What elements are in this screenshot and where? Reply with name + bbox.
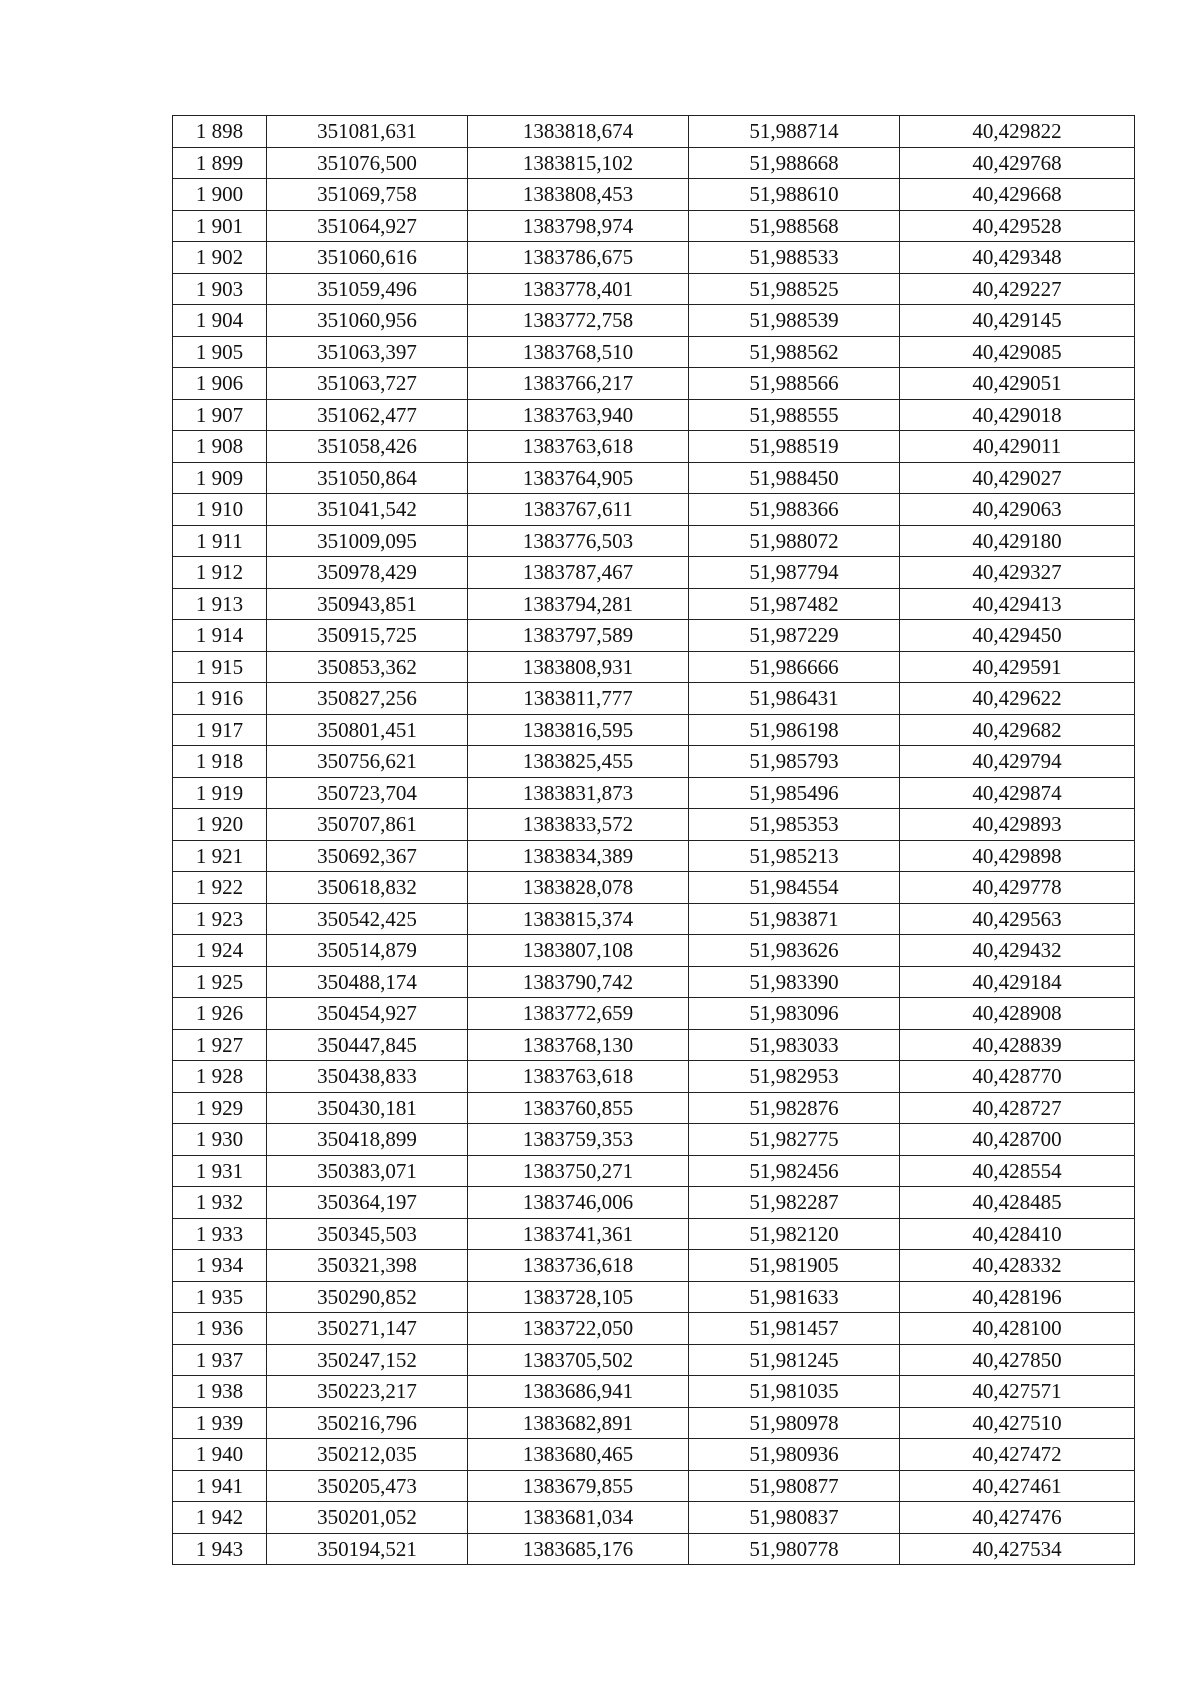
table-row	[173, 935, 1135, 967]
y-coordinate-cell: 1383763,618	[468, 1061, 689, 1093]
latitude-cell: 51,980978	[689, 1407, 900, 1439]
x-coordinate-cell: 350345,503	[267, 1218, 468, 1250]
table-row	[173, 903, 1135, 935]
table-row	[173, 525, 1135, 557]
point-number-cell: 1 910	[173, 494, 267, 526]
point-number-cell: 1 926	[173, 998, 267, 1030]
longitude-cell: 40,427461	[900, 1470, 1135, 1502]
longitude-cell: 40,428332	[900, 1250, 1135, 1282]
latitude-cell: 51,988525	[689, 273, 900, 305]
table-row	[173, 1250, 1135, 1282]
longitude-cell: 40,429768	[900, 147, 1135, 179]
x-coordinate-cell: 350707,861	[267, 809, 468, 841]
longitude-cell: 40,428839	[900, 1029, 1135, 1061]
latitude-cell: 51,982287	[689, 1187, 900, 1219]
latitude-cell: 51,982120	[689, 1218, 900, 1250]
latitude-cell: 51,980877	[689, 1470, 900, 1502]
table-row	[173, 777, 1135, 809]
latitude-cell: 51,982953	[689, 1061, 900, 1093]
y-coordinate-cell: 1383722,050	[468, 1313, 689, 1345]
latitude-cell: 51,983871	[689, 903, 900, 935]
latitude-cell: 51,987482	[689, 588, 900, 620]
longitude-cell: 40,429180	[900, 525, 1135, 557]
point-number-cell: 1 931	[173, 1155, 267, 1187]
y-coordinate-cell: 1383778,401	[468, 273, 689, 305]
latitude-cell: 51,985353	[689, 809, 900, 841]
longitude-cell: 40,428485	[900, 1187, 1135, 1219]
latitude-cell: 51,988566	[689, 368, 900, 400]
table-row	[173, 1470, 1135, 1502]
latitude-cell: 51,980837	[689, 1502, 900, 1534]
table-row	[173, 966, 1135, 998]
longitude-cell: 40,429413	[900, 588, 1135, 620]
latitude-cell: 51,980936	[689, 1439, 900, 1471]
longitude-cell: 40,429874	[900, 777, 1135, 809]
point-number-cell: 1 916	[173, 683, 267, 715]
x-coordinate-cell: 350247,152	[267, 1344, 468, 1376]
point-number-cell: 1 913	[173, 588, 267, 620]
point-number-cell: 1 925	[173, 966, 267, 998]
latitude-cell: 51,988539	[689, 305, 900, 337]
x-coordinate-cell: 350756,621	[267, 746, 468, 778]
latitude-cell: 51,988555	[689, 399, 900, 431]
point-number-cell: 1 919	[173, 777, 267, 809]
latitude-cell: 51,988562	[689, 336, 900, 368]
table-row	[173, 210, 1135, 242]
x-coordinate-cell: 351081,631	[267, 116, 468, 148]
point-number-cell: 1 939	[173, 1407, 267, 1439]
latitude-cell: 51,983390	[689, 966, 900, 998]
point-number-cell: 1 906	[173, 368, 267, 400]
x-coordinate-cell: 350853,362	[267, 651, 468, 683]
table-row	[173, 714, 1135, 746]
y-coordinate-cell: 1383815,374	[468, 903, 689, 935]
latitude-cell: 51,983096	[689, 998, 900, 1030]
longitude-cell: 40,429778	[900, 872, 1135, 904]
x-coordinate-cell: 350978,429	[267, 557, 468, 589]
table-row	[173, 494, 1135, 526]
x-coordinate-cell: 350216,796	[267, 1407, 468, 1439]
longitude-cell: 40,429450	[900, 620, 1135, 652]
point-number-cell: 1 930	[173, 1124, 267, 1156]
y-coordinate-cell: 1383808,931	[468, 651, 689, 683]
x-coordinate-cell: 350212,035	[267, 1439, 468, 1471]
longitude-cell: 40,429432	[900, 935, 1135, 967]
longitude-cell: 40,428554	[900, 1155, 1135, 1187]
point-number-cell: 1 923	[173, 903, 267, 935]
latitude-cell: 51,981035	[689, 1376, 900, 1408]
longitude-cell: 40,429563	[900, 903, 1135, 935]
longitude-cell: 40,429011	[900, 431, 1135, 463]
table-row	[173, 1533, 1135, 1565]
table-row	[173, 179, 1135, 211]
y-coordinate-cell: 1383794,281	[468, 588, 689, 620]
point-number-cell: 1 921	[173, 840, 267, 872]
x-coordinate-cell: 350915,725	[267, 620, 468, 652]
latitude-cell: 51,988450	[689, 462, 900, 494]
table-row	[173, 336, 1135, 368]
x-coordinate-cell: 350290,852	[267, 1281, 468, 1313]
y-coordinate-cell: 1383760,855	[468, 1092, 689, 1124]
y-coordinate-cell: 1383763,940	[468, 399, 689, 431]
x-coordinate-cell: 350383,071	[267, 1155, 468, 1187]
y-coordinate-cell: 1383764,905	[468, 462, 689, 494]
latitude-cell: 51,986198	[689, 714, 900, 746]
x-coordinate-cell: 350618,832	[267, 872, 468, 904]
x-coordinate-cell: 351062,477	[267, 399, 468, 431]
longitude-cell: 40,429348	[900, 242, 1135, 274]
latitude-cell: 51,987229	[689, 620, 900, 652]
latitude-cell: 51,983033	[689, 1029, 900, 1061]
latitude-cell: 51,988519	[689, 431, 900, 463]
x-coordinate-cell: 351064,927	[267, 210, 468, 242]
point-number-cell: 1 898	[173, 116, 267, 148]
table-row	[173, 399, 1135, 431]
x-coordinate-cell: 351069,758	[267, 179, 468, 211]
table-row	[173, 1061, 1135, 1093]
longitude-cell: 40,427850	[900, 1344, 1135, 1376]
y-coordinate-cell: 1383834,389	[468, 840, 689, 872]
y-coordinate-cell: 1383833,572	[468, 809, 689, 841]
y-coordinate-cell: 1383818,674	[468, 116, 689, 148]
point-number-cell: 1 902	[173, 242, 267, 274]
point-number-cell: 1 933	[173, 1218, 267, 1250]
coordinates-table-body	[173, 116, 1135, 1565]
point-number-cell: 1 901	[173, 210, 267, 242]
latitude-cell: 51,988366	[689, 494, 900, 526]
longitude-cell: 40,427476	[900, 1502, 1135, 1534]
latitude-cell: 51,980778	[689, 1533, 900, 1565]
longitude-cell: 40,429682	[900, 714, 1135, 746]
y-coordinate-cell: 1383686,941	[468, 1376, 689, 1408]
latitude-cell: 51,986666	[689, 651, 900, 683]
y-coordinate-cell: 1383811,777	[468, 683, 689, 715]
point-number-cell: 1 934	[173, 1250, 267, 1282]
table-row	[173, 1155, 1135, 1187]
y-coordinate-cell: 1383798,974	[468, 210, 689, 242]
y-coordinate-cell: 1383728,105	[468, 1281, 689, 1313]
longitude-cell: 40,428908	[900, 998, 1135, 1030]
longitude-cell: 40,428700	[900, 1124, 1135, 1156]
latitude-cell: 51,988610	[689, 179, 900, 211]
y-coordinate-cell: 1383705,502	[468, 1344, 689, 1376]
table-row	[173, 368, 1135, 400]
y-coordinate-cell: 1383772,758	[468, 305, 689, 337]
point-number-cell: 1 912	[173, 557, 267, 589]
latitude-cell: 51,981633	[689, 1281, 900, 1313]
table-row	[173, 557, 1135, 589]
longitude-cell: 40,429622	[900, 683, 1135, 715]
longitude-cell: 40,429027	[900, 462, 1135, 494]
table-row	[173, 1502, 1135, 1534]
longitude-cell: 40,429893	[900, 809, 1135, 841]
x-coordinate-cell: 350723,704	[267, 777, 468, 809]
point-number-cell: 1 941	[173, 1470, 267, 1502]
longitude-cell: 40,428727	[900, 1092, 1135, 1124]
table-row	[173, 1187, 1135, 1219]
longitude-cell: 40,428100	[900, 1313, 1135, 1345]
x-coordinate-cell: 350488,174	[267, 966, 468, 998]
y-coordinate-cell: 1383828,078	[468, 872, 689, 904]
x-coordinate-cell: 350542,425	[267, 903, 468, 935]
y-coordinate-cell: 1383831,873	[468, 777, 689, 809]
y-coordinate-cell: 1383790,742	[468, 966, 689, 998]
longitude-cell: 40,428410	[900, 1218, 1135, 1250]
table-row	[173, 1029, 1135, 1061]
x-coordinate-cell: 350205,473	[267, 1470, 468, 1502]
point-number-cell: 1 900	[173, 179, 267, 211]
latitude-cell: 51,982775	[689, 1124, 900, 1156]
table-row	[173, 1124, 1135, 1156]
table-row	[173, 431, 1135, 463]
longitude-cell: 40,429528	[900, 210, 1135, 242]
x-coordinate-cell: 350827,256	[267, 683, 468, 715]
table-row	[173, 998, 1135, 1030]
y-coordinate-cell: 1383750,271	[468, 1155, 689, 1187]
point-number-cell: 1 903	[173, 273, 267, 305]
latitude-cell: 51,985793	[689, 746, 900, 778]
x-coordinate-cell: 350418,899	[267, 1124, 468, 1156]
point-number-cell: 1 908	[173, 431, 267, 463]
x-coordinate-cell: 350438,833	[267, 1061, 468, 1093]
point-number-cell: 1 936	[173, 1313, 267, 1345]
point-number-cell: 1 928	[173, 1061, 267, 1093]
y-coordinate-cell: 1383825,455	[468, 746, 689, 778]
latitude-cell: 51,981457	[689, 1313, 900, 1345]
table-row	[173, 1407, 1135, 1439]
y-coordinate-cell: 1383685,176	[468, 1533, 689, 1565]
table-row	[173, 809, 1135, 841]
longitude-cell: 40,429085	[900, 336, 1135, 368]
x-coordinate-cell: 350514,879	[267, 935, 468, 967]
table-row	[173, 116, 1135, 148]
y-coordinate-cell: 1383808,453	[468, 179, 689, 211]
y-coordinate-cell: 1383768,130	[468, 1029, 689, 1061]
x-coordinate-cell: 351063,397	[267, 336, 468, 368]
table-row	[173, 620, 1135, 652]
table-row	[173, 840, 1135, 872]
point-number-cell: 1 924	[173, 935, 267, 967]
longitude-cell: 40,428196	[900, 1281, 1135, 1313]
x-coordinate-cell: 351060,956	[267, 305, 468, 337]
longitude-cell: 40,429018	[900, 399, 1135, 431]
table-row	[173, 1344, 1135, 1376]
x-coordinate-cell: 350430,181	[267, 1092, 468, 1124]
y-coordinate-cell: 1383797,589	[468, 620, 689, 652]
longitude-cell: 40,429898	[900, 840, 1135, 872]
x-coordinate-cell: 351063,727	[267, 368, 468, 400]
longitude-cell: 40,429327	[900, 557, 1135, 589]
longitude-cell: 40,429051	[900, 368, 1135, 400]
table-row	[173, 1313, 1135, 1345]
longitude-cell: 40,427472	[900, 1439, 1135, 1471]
point-number-cell: 1 899	[173, 147, 267, 179]
y-coordinate-cell: 1383807,108	[468, 935, 689, 967]
x-coordinate-cell: 350364,197	[267, 1187, 468, 1219]
point-number-cell: 1 905	[173, 336, 267, 368]
point-number-cell: 1 914	[173, 620, 267, 652]
point-number-cell: 1 937	[173, 1344, 267, 1376]
x-coordinate-cell: 351060,616	[267, 242, 468, 274]
y-coordinate-cell: 1383767,611	[468, 494, 689, 526]
point-number-cell: 1 909	[173, 462, 267, 494]
latitude-cell: 51,981245	[689, 1344, 900, 1376]
table-row	[173, 1092, 1135, 1124]
x-coordinate-cell: 350201,052	[267, 1502, 468, 1534]
y-coordinate-cell: 1383681,034	[468, 1502, 689, 1534]
point-number-cell: 1 920	[173, 809, 267, 841]
longitude-cell: 40,429591	[900, 651, 1135, 683]
point-number-cell: 1 911	[173, 525, 267, 557]
x-coordinate-cell: 351041,542	[267, 494, 468, 526]
y-coordinate-cell: 1383815,102	[468, 147, 689, 179]
longitude-cell: 40,429145	[900, 305, 1135, 337]
table-row	[173, 462, 1135, 494]
y-coordinate-cell: 1383766,217	[468, 368, 689, 400]
point-number-cell: 1 943	[173, 1533, 267, 1565]
latitude-cell: 51,983626	[689, 935, 900, 967]
y-coordinate-cell: 1383746,006	[468, 1187, 689, 1219]
x-coordinate-cell: 350447,845	[267, 1029, 468, 1061]
table-row	[173, 651, 1135, 683]
table-row	[173, 872, 1135, 904]
x-coordinate-cell: 350943,851	[267, 588, 468, 620]
y-coordinate-cell: 1383768,510	[468, 336, 689, 368]
x-coordinate-cell: 350194,521	[267, 1533, 468, 1565]
x-coordinate-cell: 351058,426	[267, 431, 468, 463]
point-number-cell: 1 918	[173, 746, 267, 778]
longitude-cell: 40,427571	[900, 1376, 1135, 1408]
x-coordinate-cell: 350321,398	[267, 1250, 468, 1282]
x-coordinate-cell: 350271,147	[267, 1313, 468, 1345]
point-number-cell: 1 922	[173, 872, 267, 904]
latitude-cell: 51,987794	[689, 557, 900, 589]
point-number-cell: 1 929	[173, 1092, 267, 1124]
latitude-cell: 51,985213	[689, 840, 900, 872]
longitude-cell: 40,429227	[900, 273, 1135, 305]
table-row	[173, 746, 1135, 778]
y-coordinate-cell: 1383786,675	[468, 242, 689, 274]
point-number-cell: 1 942	[173, 1502, 267, 1534]
table-row	[173, 273, 1135, 305]
latitude-cell: 51,985496	[689, 777, 900, 809]
latitude-cell: 51,986431	[689, 683, 900, 715]
longitude-cell: 40,427510	[900, 1407, 1135, 1439]
y-coordinate-cell: 1383763,618	[468, 431, 689, 463]
longitude-cell: 40,427534	[900, 1533, 1135, 1565]
latitude-cell: 51,982456	[689, 1155, 900, 1187]
coordinates-table	[172, 115, 1135, 1565]
point-number-cell: 1 915	[173, 651, 267, 683]
x-coordinate-cell: 351009,095	[267, 525, 468, 557]
latitude-cell: 51,988072	[689, 525, 900, 557]
table-row	[173, 1439, 1135, 1471]
y-coordinate-cell: 1383759,353	[468, 1124, 689, 1156]
longitude-cell: 40,429184	[900, 966, 1135, 998]
point-number-cell: 1 927	[173, 1029, 267, 1061]
x-coordinate-cell: 350454,927	[267, 998, 468, 1030]
y-coordinate-cell: 1383682,891	[468, 1407, 689, 1439]
table-row	[173, 242, 1135, 274]
point-number-cell: 1 940	[173, 1439, 267, 1471]
y-coordinate-cell: 1383787,467	[468, 557, 689, 589]
table-row	[173, 588, 1135, 620]
latitude-cell: 51,988533	[689, 242, 900, 274]
x-coordinate-cell: 351059,496	[267, 273, 468, 305]
latitude-cell: 51,988568	[689, 210, 900, 242]
latitude-cell: 51,981905	[689, 1250, 900, 1282]
latitude-cell: 51,988668	[689, 147, 900, 179]
longitude-cell: 40,428770	[900, 1061, 1135, 1093]
longitude-cell: 40,429794	[900, 746, 1135, 778]
x-coordinate-cell: 351076,500	[267, 147, 468, 179]
y-coordinate-cell: 1383741,361	[468, 1218, 689, 1250]
longitude-cell: 40,429668	[900, 179, 1135, 211]
y-coordinate-cell: 1383816,595	[468, 714, 689, 746]
x-coordinate-cell: 350223,217	[267, 1376, 468, 1408]
point-number-cell: 1 932	[173, 1187, 267, 1219]
y-coordinate-cell: 1383680,465	[468, 1439, 689, 1471]
y-coordinate-cell: 1383679,855	[468, 1470, 689, 1502]
y-coordinate-cell: 1383776,503	[468, 525, 689, 557]
x-coordinate-cell: 350801,451	[267, 714, 468, 746]
point-number-cell: 1 917	[173, 714, 267, 746]
latitude-cell: 51,988714	[689, 116, 900, 148]
x-coordinate-cell: 351050,864	[267, 462, 468, 494]
x-coordinate-cell: 350692,367	[267, 840, 468, 872]
latitude-cell: 51,984554	[689, 872, 900, 904]
table-row	[173, 1376, 1135, 1408]
y-coordinate-cell: 1383736,618	[468, 1250, 689, 1282]
table-row	[173, 1281, 1135, 1313]
table-row	[173, 1218, 1135, 1250]
longitude-cell: 40,429822	[900, 116, 1135, 148]
table-row	[173, 305, 1135, 337]
longitude-cell: 40,429063	[900, 494, 1135, 526]
point-number-cell: 1 938	[173, 1376, 267, 1408]
y-coordinate-cell: 1383772,659	[468, 998, 689, 1030]
table-row	[173, 683, 1135, 715]
table-row	[173, 147, 1135, 179]
point-number-cell: 1 907	[173, 399, 267, 431]
point-number-cell: 1 935	[173, 1281, 267, 1313]
point-number-cell: 1 904	[173, 305, 267, 337]
latitude-cell: 51,982876	[689, 1092, 900, 1124]
